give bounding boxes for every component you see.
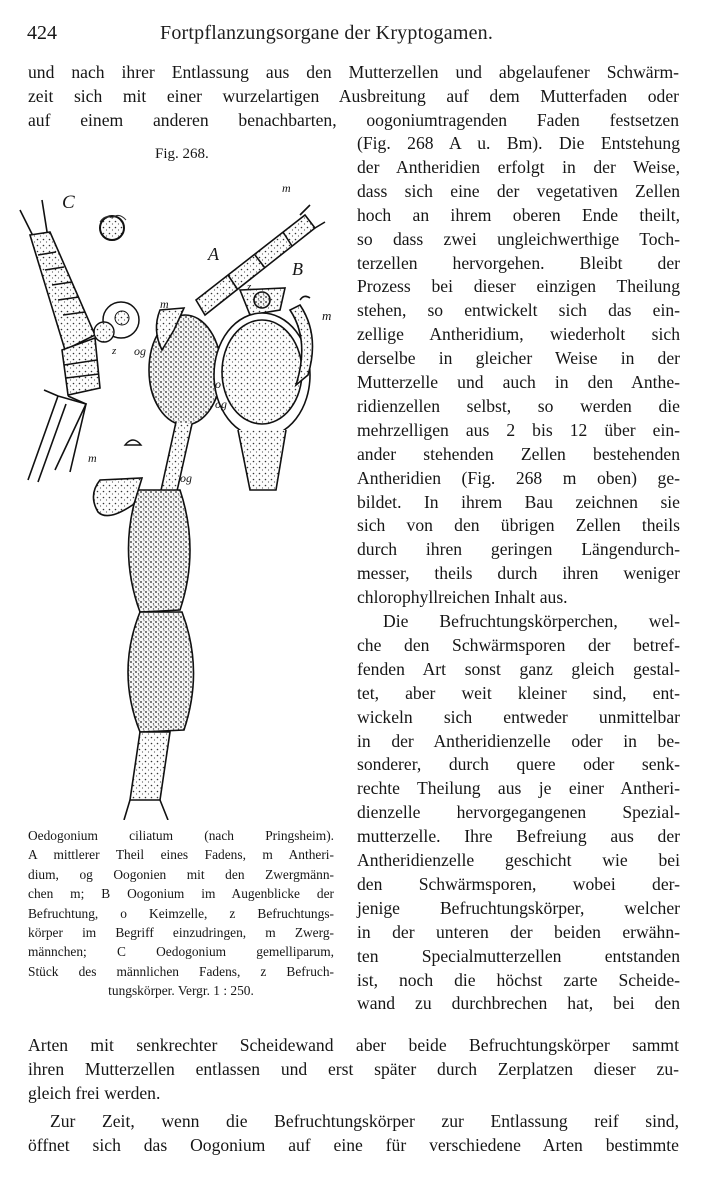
caption-line: körper im Begriff einzudringen, m Zwerg-	[28, 924, 334, 940]
text-line: auf einem anderen benachbarten, oogoniumtragenden Faden festsetzen	[28, 110, 679, 130]
label-m: m	[322, 308, 332, 323]
label-m: m	[88, 451, 97, 465]
text-line: wickeln sich entweder unmittelbar	[357, 706, 680, 727]
caption-line: dium, og Oogonien mit den Zwergmänn-	[28, 866, 334, 882]
caption-line: chen m; B Oogonium im Augenblicke der	[28, 886, 334, 902]
text-line: Zur Zeit, wenn die Befruchtungskörper zur Entlassung reif sind,	[50, 1111, 679, 1131]
text-line: in der Antheridienzelle oder in be-	[357, 730, 680, 751]
text-line: den Schwärmsporen, wobei der-	[357, 873, 680, 894]
label-z: z	[112, 345, 117, 357]
free-zoospore	[100, 215, 126, 240]
text-line: (Fig. 268 A u. Bm). Die Entstehung	[357, 133, 680, 153]
text-line: Prozess bei dieser einzigen Theilung	[357, 276, 680, 297]
text-line: in der unteren der beiden erwähn-	[357, 921, 680, 942]
text-line: jenige Befruchtungskörper, welcher	[357, 897, 680, 918]
text-line: messer, theils durch ihren weniger	[357, 563, 680, 584]
label-og: og	[215, 397, 227, 411]
text-line: dass sich eine der vegetativen Zellen	[357, 180, 680, 201]
text-line: gleich frei werden.	[28, 1083, 161, 1103]
caption-line: Befruchtung, o Keimzelle, z Befruchtungs-	[28, 905, 334, 921]
figure-label: Fig. 268.	[155, 146, 209, 162]
text-line: der Antheridien erfolgt in der Weise,	[357, 156, 680, 177]
text-line: wand zu durchbrechen hat, bei den	[357, 993, 680, 1014]
text-line: Mutterzelle und auch in den Anthe-	[357, 372, 680, 392]
text-line: rechte Theilung aus je einer Antheri-	[357, 778, 680, 799]
text-line: ten Specialmutterzellen entstanden	[357, 945, 680, 966]
filament-a	[93, 205, 325, 820]
text-line: so dass zwei ungleichwerthige Toch-	[357, 228, 680, 249]
label-m: m	[160, 297, 169, 311]
text-line: ihren Mutterzellen entlassen und erst später durch Zerplatzen dieser zu-	[28, 1059, 679, 1079]
text-line: zellige Antheridium, wiederholt sich	[357, 324, 680, 345]
text-line: terzellen hervorgehen. Bleibt der	[357, 252, 680, 273]
running-head: Fortpflanzungsorgane der Kryptogamen.	[160, 22, 494, 44]
text-line: che den Schwärmsporen der betref-	[357, 634, 680, 655]
label-og: og	[134, 344, 146, 358]
text-line: Arten mit senkrechter Scheidewand aber beide Befruchtungskörper sammt	[28, 1035, 679, 1055]
text-line: sich von den übrigen Zellen theils	[357, 515, 680, 536]
text-line: ist, noch die höchst zarte Scheide-	[357, 969, 680, 990]
filament-c	[20, 200, 100, 482]
label-m: m	[282, 181, 291, 195]
text-line: und nach ihrer Entlassung aus den Mutterzellen und abgelaufener Schwärm-	[28, 62, 679, 82]
label-a: A	[208, 244, 219, 264]
label-c: C	[62, 192, 75, 213]
text-line: ridienzellen selbst, so werden die	[357, 395, 680, 416]
text-line: öffnet sich das Oogonium auf eine für verschiedene Arten bestimmte	[28, 1135, 679, 1155]
label-z: z	[247, 281, 252, 293]
oogonium-b	[214, 288, 313, 490]
text-line: Antheridien (Fig. 268 m oben) ge-	[357, 467, 680, 488]
text-line: chlorophyllreichen Inhalt aus.	[357, 587, 568, 608]
text-line: fenden Art sonst ganz gleich gestal-	[357, 658, 680, 679]
label-b: B	[292, 259, 303, 279]
figure-illustration	[0, 160, 350, 820]
text-line: mutterzelle. Ihre Befreiung aus der	[357, 826, 680, 847]
text-line: derselbe in gleicher Weise in der	[357, 348, 680, 369]
text-line: stehen, so entwickelt sich das ein-	[357, 300, 680, 321]
text-line: ander stehenden Zellen bestehenden	[357, 443, 680, 464]
text-line: zeit sich mit einer wurzelartigen Ausbreitung auf dem Mutterfaden oder	[28, 86, 679, 106]
text-line: sonderer, durch quere oder senk-	[357, 754, 680, 775]
caption-line: Stück des männlichen Fadens, z Befruch-	[28, 963, 334, 979]
text-line: Antheridienzelle geschicht wie bei	[357, 850, 680, 870]
figure-caption	[28, 826, 334, 1001]
text-line: hoch an ihrem oberen Ende theilt,	[357, 204, 680, 225]
label-og: og	[180, 471, 192, 485]
caption-line: A mittlerer Theil eines Fadens, m Antheri-	[28, 847, 334, 863]
cap-shape	[125, 440, 141, 445]
oedogonium-drawing	[0, 160, 350, 820]
text-line: Die Befruchtungskörperchen, wel-	[383, 611, 680, 631]
text-line: mehrzelligen aus 2 bis 12 über ein-	[357, 419, 680, 440]
caption-line: Oedogonium ciliatum (nach Pringsheim).	[28, 828, 334, 843]
label-o: o	[215, 377, 221, 391]
text-line: durch ihren geringen Längendurch-	[357, 539, 680, 560]
text-line: dienzelle hervorgegangenen Spezial-	[357, 802, 680, 823]
caption-line: tungskörper. Vergr. 1 : 250.	[108, 983, 254, 999]
text-line: bildet. In ihrem Bau zeichnen sie	[357, 491, 680, 512]
caption-line: männchen; C Oedogonium gemelliparum,	[28, 944, 334, 960]
text-line: tet, aber weit kleiner sind, ent-	[357, 682, 680, 703]
page-number: 424	[27, 22, 57, 44]
